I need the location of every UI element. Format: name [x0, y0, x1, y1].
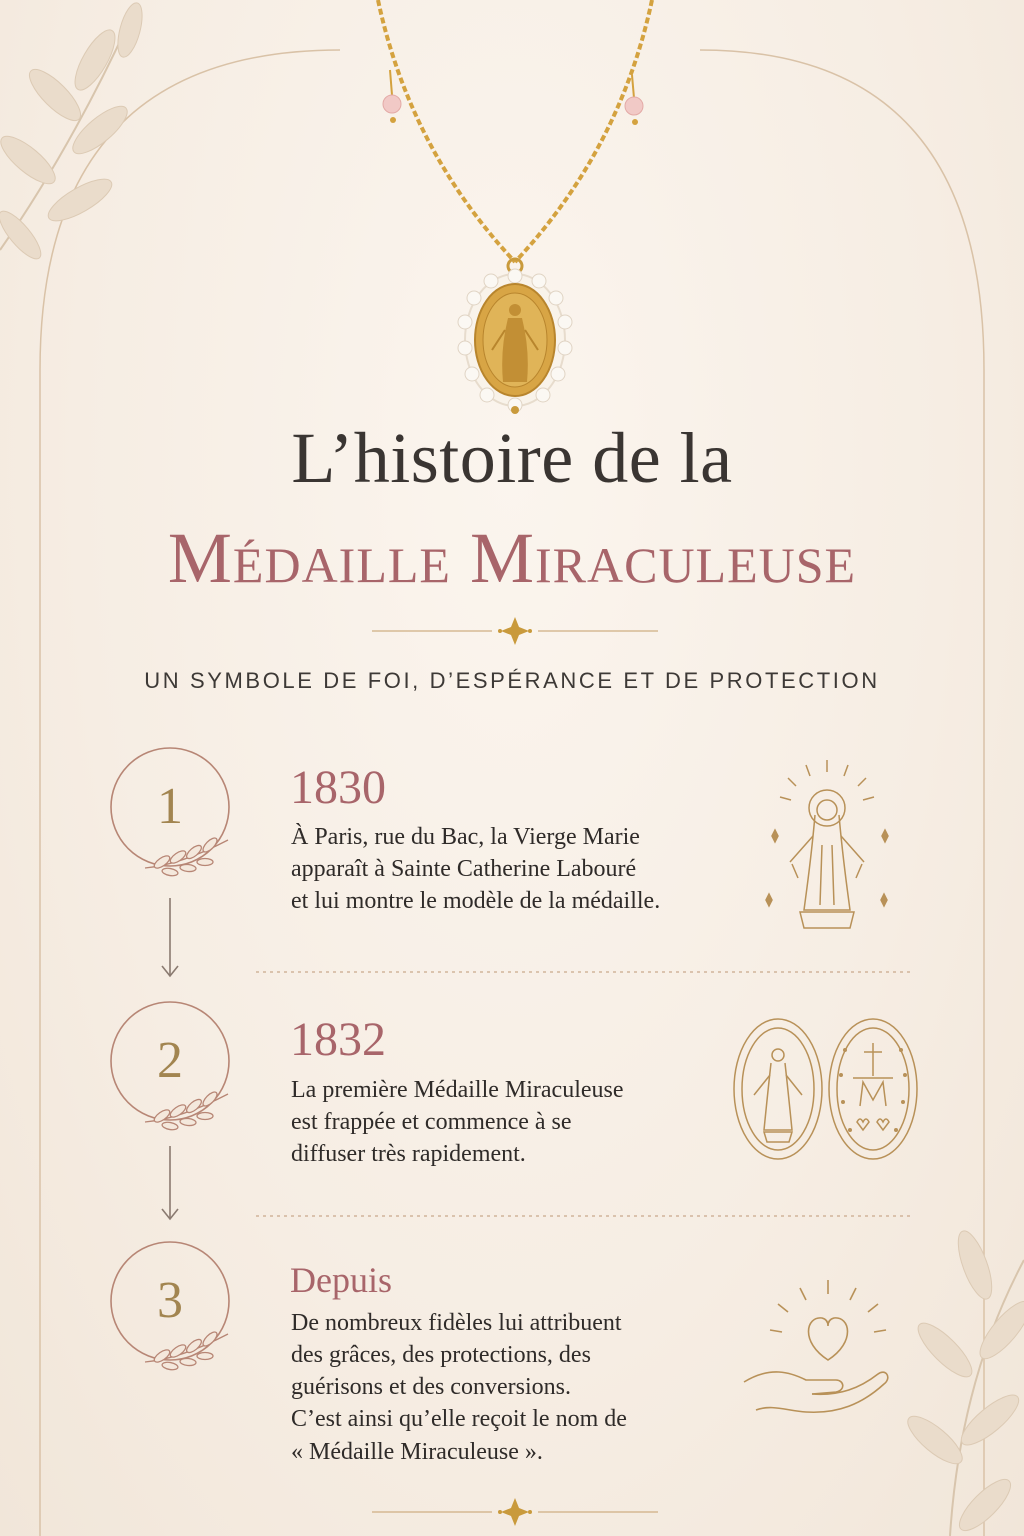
title-divider — [372, 617, 658, 645]
step-text-2 — [291, 1074, 751, 1170]
laurel-3-icon — [145, 1330, 228, 1371]
laurel-1-icon — [145, 836, 228, 877]
step-text-1-line: apparaît à Sainte Catherine Labouré — [291, 856, 637, 883]
leaf-branch-top-left-icon — [0, 0, 147, 264]
step-text-3 — [291, 1307, 751, 1468]
necklace-icon — [378, 0, 652, 414]
step-number-1: 1 — [157, 778, 183, 835]
step-text-3-line: « Médaille Miraculeuse ». — [291, 1438, 543, 1465]
step-text-3-line: guérisons et des conversions. — [291, 1374, 571, 1401]
arrow-down-2-icon — [162, 1146, 178, 1219]
step-heading-1: 1830 — [290, 761, 386, 814]
step-text-3-line: De nombreux fidèles lui attribuent — [291, 1310, 622, 1336]
subtitle: UN SYMBOLE DE FOI, D’ESPÉRANCE ET DE PROTECTION — [144, 668, 880, 693]
step-heading-3: Depuis — [290, 1260, 392, 1300]
arrow-down-1-icon — [162, 898, 178, 976]
hand-heart-icon — [744, 1280, 888, 1412]
step-text-1 — [291, 821, 751, 917]
step-number-3: 3 — [157, 1272, 183, 1329]
title-line-2: Médaille Miraculeuse — [167, 518, 857, 598]
bottom-divider — [372, 1498, 658, 1526]
step-text-3-line: des grâces, des protections, des — [291, 1342, 591, 1369]
leaf-branch-bottom-right-icon — [901, 1227, 1024, 1536]
medal-front-back-icon — [734, 1019, 917, 1159]
step-text-2-line: La première Médaille Miraculeuse — [291, 1077, 624, 1103]
step-text-1-line: et lui montre le modèle de la médaille. — [291, 888, 661, 915]
step-text-2-line: est frappée et commence à se — [291, 1109, 572, 1136]
step-text-2-line: diffuser très rapidement. — [291, 1141, 526, 1168]
step-text-1-line: À Paris, rue du Bac, la Vierge Marie — [291, 824, 640, 850]
step-text-3-line: C’est ainsi qu’elle reçoit le nom de — [291, 1406, 627, 1433]
step-number-2: 2 — [157, 1032, 183, 1089]
laurel-2-icon — [145, 1090, 228, 1131]
title-line-1: L’histoire de la — [291, 418, 733, 498]
virgin-mary-icon — [766, 760, 888, 928]
step-heading-2: 1832 — [290, 1013, 386, 1066]
